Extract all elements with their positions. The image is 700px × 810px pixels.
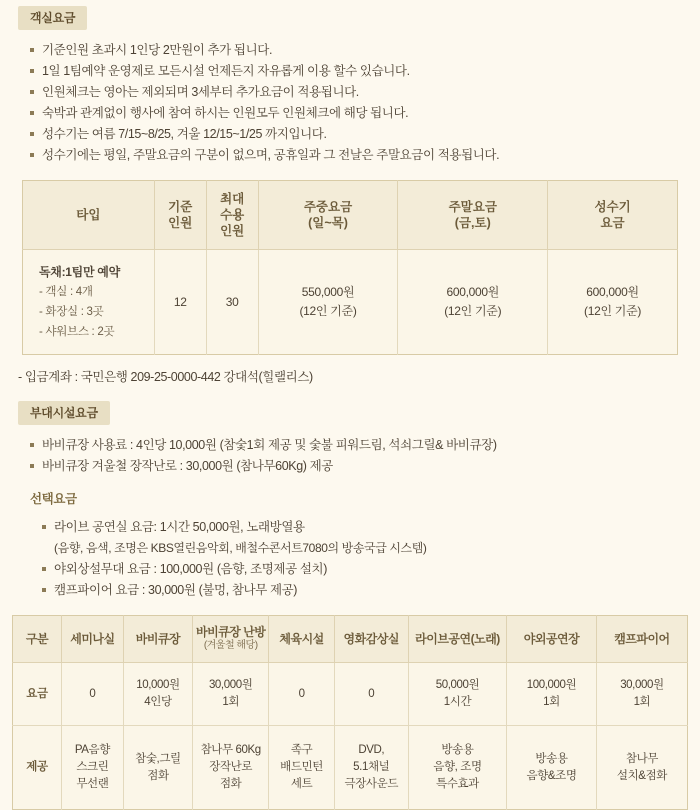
col-weekday-price: 주중요금 (일~목) bbox=[258, 181, 398, 250]
cell-provide-outdoor: 방송용 음향&조명 bbox=[507, 726, 597, 810]
cell-base-people: 12 bbox=[154, 250, 206, 355]
cell-provide-barbecue-heating: 참나무 60Kg 장작난로 점화 bbox=[192, 726, 268, 810]
table-row bbox=[23, 250, 678, 355]
row-label-provide: 제공 bbox=[13, 726, 62, 810]
cell-provide-sports: 족구 배드민턴 세트 bbox=[269, 726, 334, 810]
list-item-note: (음향, 음색, 조명은 KBS열린음악회, 배철수콘서트7080의 방송국급 시스템) bbox=[54, 541, 427, 555]
row-label-price: 요금 bbox=[13, 663, 62, 726]
col-peak-price: 성수기 요금 bbox=[548, 181, 678, 250]
room-section-title: 객실요금 bbox=[18, 6, 87, 30]
table-header-row bbox=[23, 181, 678, 250]
table-row-provide bbox=[13, 726, 688, 810]
cell-weekend-price: 600,000원 (12인 기준) bbox=[398, 250, 548, 355]
list-item: 인원체크는 영아는 제외되며 3세부터 추가요금이 적용됩니다. bbox=[30, 82, 700, 103]
cell-provide-campfire: 참나무 설치&점화 bbox=[596, 726, 687, 810]
table-row-price bbox=[13, 663, 688, 726]
list-item: 바비큐장 겨울철 장작난로 : 30,000원 (참나무60Kg) 제공 bbox=[30, 456, 700, 477]
room-price-table bbox=[22, 180, 678, 355]
facility-price-table bbox=[12, 615, 688, 810]
col-barbecue: 바비큐장 bbox=[123, 616, 192, 663]
col-seminar-room: 세미나실 bbox=[61, 616, 123, 663]
list-item: 성수기는 여름 7/15~8/25, 겨울 12/15~1/25 까지입니다. bbox=[30, 124, 700, 145]
table-header-row bbox=[13, 616, 688, 663]
col-outdoor-stage: 야외공연장 bbox=[507, 616, 597, 663]
bank-account-line: - 입금계좌 : 국민은행 209-25-0000-442 강대석(힐랠리스) bbox=[18, 370, 313, 384]
cell-price-sports: 0 bbox=[269, 663, 334, 726]
list-item: 성수기에는 평일, 주말요금의 구분이 없으며, 공휴일과 그 전날은 주말요금이 적용됩니다. bbox=[30, 145, 700, 166]
col-live-performance: 라이브공연(노래) bbox=[408, 616, 506, 663]
col-type: 타입 bbox=[23, 181, 155, 250]
cell-price-movie: 0 bbox=[334, 663, 408, 726]
cell-provide-live: 방송용 음향, 조명 특수효과 bbox=[408, 726, 506, 810]
room-section-header bbox=[0, 0, 700, 30]
cell-provide-barbecue: 참숯,그릴 점화 bbox=[123, 726, 192, 810]
cell-price-campfire: 30,000원 1회 bbox=[596, 663, 687, 726]
col-base-people: 기준 인원 bbox=[154, 181, 206, 250]
cell-price-outdoor: 100,000원 1회 bbox=[507, 663, 597, 726]
option-notes-list bbox=[0, 517, 700, 601]
list-item: 캠프파이어 요금 : 30,000원 (불멍, 참나무 제공) bbox=[42, 580, 700, 601]
cell-price-barbecue-heating: 30,000원 1회 bbox=[192, 663, 268, 726]
list-item: 1일 1팀예약 운영제로 모든시설 언제든지 자유롭게 이용 할수 있습니다. bbox=[30, 61, 700, 82]
room-notes-list bbox=[0, 40, 700, 166]
col-division: 구분 bbox=[13, 616, 62, 663]
col-max-people: 최대 수용 인원 bbox=[206, 181, 258, 250]
col-barbecue-heating: 바비큐장 난방 (겨울철 해당) bbox=[192, 616, 268, 663]
cell-provide-movie: DVD, 5.1채널 극장사운드 bbox=[334, 726, 408, 810]
col-campfire: 캠프파이어 bbox=[596, 616, 687, 663]
facility-section-header bbox=[0, 401, 700, 425]
list-item: 야외상설무대 요금 : 100,000원 (음향, 조명제공 설치) bbox=[42, 559, 700, 580]
cell-weekday-price: 550,000원 (12인 기준) bbox=[258, 250, 398, 355]
cell-provide-seminar: PA음향 스크린 무선랜 bbox=[61, 726, 123, 810]
cell-price-seminar: 0 bbox=[61, 663, 123, 726]
option-price-heading: 선택요금 bbox=[30, 492, 77, 506]
facility-notes-list bbox=[0, 435, 700, 477]
list-item: 라이브 공연실 요금: 1시간 50,000원, 노래방열용 bbox=[42, 517, 700, 538]
cell-peak-price: 600,000원 (12인 기준) bbox=[584, 285, 642, 318]
cell-price-live: 50,000원 1시간 bbox=[408, 663, 506, 726]
col-weekend-price: 주말요금 (금,토) bbox=[398, 181, 548, 250]
col-movie-room: 영화감상실 bbox=[334, 616, 408, 663]
facility-section-title: 부대시설요금 bbox=[18, 401, 110, 425]
list-item: 기준인원 초과시 1인당 2만원이 추가 됩니다. bbox=[30, 40, 700, 61]
col-sports: 체육시설 bbox=[269, 616, 334, 663]
list-item: 숙박과 관계없이 행사에 참여 하시는 인원모두 인원체크에 해당 됩니다. bbox=[30, 103, 700, 124]
cell-max-people: 30 bbox=[206, 250, 258, 355]
cell-price-barbecue: 10,000원 4인당 bbox=[123, 663, 192, 726]
list-item: 바비큐장 사용료 : 4인당 10,000원 (참숯1회 제공 및 숯불 피워드림, 석쇠그릴& 바비큐장) bbox=[30, 435, 700, 456]
cell-room-type: 독채:1팀만 예약 - 객실 : 4개 - 화장실 : 3곳 - 샤워브스 : 2곳 bbox=[23, 250, 155, 355]
